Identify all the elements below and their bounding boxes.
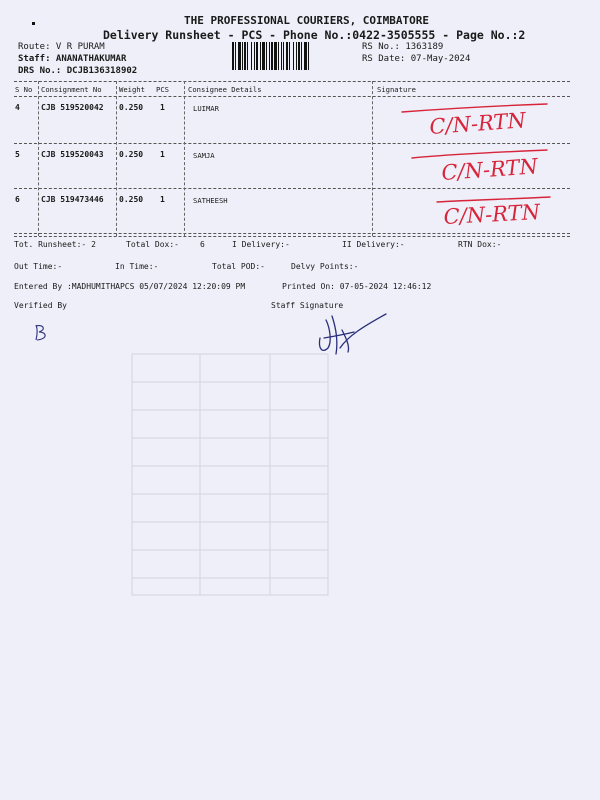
row-consignment: CJB 519473446 (41, 195, 104, 204)
runsheet-title: Delivery Runsheet - PCS - Phone No.:0422-3505555 - Page No.:2 (103, 28, 526, 42)
column-divider (38, 81, 39, 236)
row-consignment: CJB 519520043 (41, 150, 104, 159)
in-time: In Time:- (115, 262, 159, 271)
handwriting-rtn-3: C/N-RTN (443, 199, 541, 229)
faded-stamp-bleedthrough (130, 352, 330, 597)
row-consignment: CJB 519520042 (41, 103, 104, 112)
column-divider (116, 81, 117, 236)
column-header-pcs: PCS (156, 85, 169, 94)
row-consignee: LUIMAR (193, 104, 219, 113)
column-header-consignment: Consignment No (41, 85, 102, 94)
barcode-bar (309, 42, 311, 70)
barcode (232, 42, 352, 70)
pen-stroke (402, 104, 547, 112)
rs-number: RS No.: 1363189 (362, 42, 444, 52)
total-runsheet: Tot. Runsheet:- 2 (14, 240, 96, 249)
handwriting-rtn-1: C/N-RTN (428, 108, 527, 139)
row-consignee: SATHEESH (193, 196, 228, 205)
drs-number: DRS No.: DCJB136318902 (18, 66, 138, 76)
table-top-rule (14, 81, 570, 82)
route-label: Route: V R PURAM (18, 42, 105, 52)
column-header-signature: Signature (377, 85, 416, 94)
corner-mark (32, 22, 35, 25)
row-weight: 0.250 (119, 195, 144, 204)
column-header-sno: S No (15, 85, 33, 94)
row-sno: 5 (15, 150, 20, 159)
total-dox-value: 6 (200, 240, 205, 249)
rtn-dox: RTN Dox:- (458, 240, 502, 249)
column-header-consignee: Consignee Details (188, 85, 262, 94)
row-pcs: 1 (160, 150, 165, 159)
column-header-weight: Weight (119, 85, 145, 94)
delvy-points: Delvy Points:- (291, 262, 359, 271)
company-title: THE PROFESSIONAL COURIERS, COIMBATORE (184, 14, 430, 27)
row-sno: 4 (15, 103, 20, 112)
printed-on: Printed On: 07-05-2024 12:46:12 (282, 282, 432, 291)
row-weight: 0.250 (119, 103, 144, 112)
staff-label: Staff: ANANATHAKUMAR (18, 54, 127, 64)
column-divider (184, 81, 185, 236)
i-delivery: I Delivery:- (232, 240, 290, 249)
verifier-initial-scribble (32, 322, 52, 344)
row-pcs: 1 (160, 103, 165, 112)
row-consignee: SAMJA (193, 151, 215, 160)
out-time: Out Time:- (14, 262, 63, 271)
total-dox-label: Total Dox:- (126, 240, 179, 249)
total-pod: Total POD:- (212, 262, 265, 271)
row-weight: 0.250 (119, 150, 144, 159)
verified-by-label: Verified By (14, 301, 67, 310)
rs-date: RS Date: 07-May-2024 (362, 54, 471, 64)
table-bottom-rule-2 (14, 236, 570, 237)
staff-signature-label: Staff Signature (271, 301, 344, 310)
handwritten-annotations (372, 96, 572, 236)
handwriting-rtn-2: C/N-RTN (440, 154, 539, 185)
row-pcs: 1 (160, 195, 165, 204)
ii-delivery: II Delivery:- (342, 240, 405, 249)
entered-by: Entered By :MADHUMITHAPCS 05/07/2024 12:20:09 PM (14, 282, 246, 291)
row-sno: 6 (15, 195, 20, 204)
